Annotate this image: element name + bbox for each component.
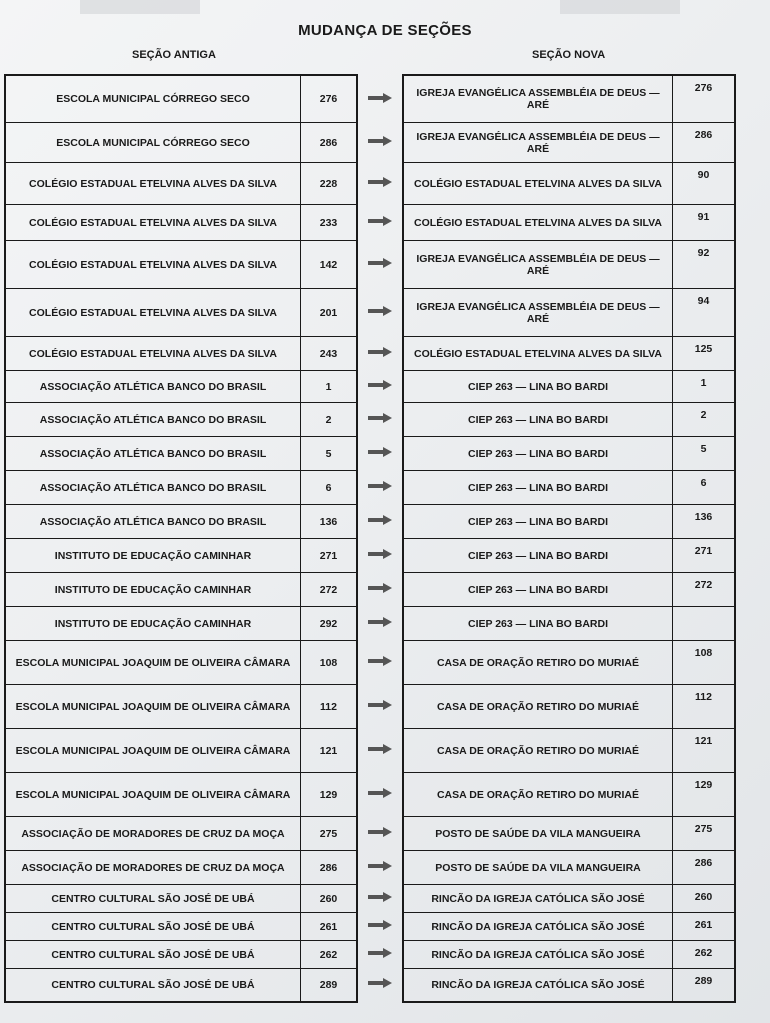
new-section-name: RINCÃO DA IGREJA CATÓLICA SÃO JOSÉ (431, 892, 645, 905)
new-section-number: 1 (672, 371, 734, 402)
arrow-right-icon (364, 335, 396, 369)
new-section-number: 90 (672, 163, 734, 204)
new-table-row (404, 851, 734, 885)
new-section-number: 262 (672, 941, 734, 968)
old-section-name: INSTITUTO DE EDUCAÇÃO CAMINHAR (54, 549, 252, 562)
new-section-name: RINCÃO DA IGREJA CATÓLICA SÃO JOSÉ (431, 948, 645, 961)
old-section-name: ESCOLA MUNICIPAL JOAQUIM DE OLIVEIRA CÂMARA (15, 656, 291, 669)
new-section-number: 260 (672, 885, 734, 912)
page-title: MUDANÇA DE SEÇÕES (298, 22, 472, 39)
new-section-name: COLÉGIO ESTADUAL ETELVINA ALVES DA SILVA (414, 177, 662, 190)
new-table-row (404, 205, 734, 241)
new-section-number: 289 (672, 969, 734, 1001)
old-table-row (6, 471, 356, 505)
new-sections-table (402, 74, 736, 1003)
new-section-number: 91 (672, 205, 734, 240)
new-section-name: COLÉGIO ESTADUAL ETELVINA ALVES DA SILVA (414, 216, 662, 229)
old-table-row (6, 163, 356, 205)
arrow-right-icon (364, 815, 396, 849)
old-table-row (6, 969, 356, 1001)
old-section-name: ASSOCIAÇÃO ATLÉTICA BANCO DO BRASIL (39, 515, 267, 528)
new-table-row (404, 885, 734, 913)
old-section-number: 292 (300, 607, 356, 640)
old-table-row (6, 205, 356, 241)
old-section-name: COLÉGIO ESTADUAL ETELVINA ALVES DA SILVA (29, 216, 277, 229)
new-section-number: 286 (672, 851, 734, 884)
new-table-row (404, 437, 734, 471)
old-section-name: ESCOLA MUNICIPAL CÓRREGO SECO (56, 136, 250, 149)
arrow-right-icon (364, 771, 396, 815)
arrow-right-icon (364, 939, 396, 967)
new-table-row (404, 123, 734, 163)
old-table-row (6, 403, 356, 437)
tape-strip (560, 0, 680, 14)
arrow-right-icon (364, 683, 396, 727)
arrow-right-icon (364, 121, 396, 161)
old-table-row (6, 337, 356, 371)
new-table-row (404, 539, 734, 573)
arrow-right-icon (364, 161, 396, 203)
old-table-row (6, 123, 356, 163)
old-section-name: ESCOLA MUNICIPAL JOAQUIM DE OLIVEIRA CÂMARA (15, 788, 291, 801)
new-table-row (404, 337, 734, 371)
old-section-number: 142 (300, 241, 356, 288)
new-table-row (404, 289, 734, 337)
old-section-number: 6 (300, 471, 356, 504)
new-section-number: 272 (672, 573, 734, 606)
arrow-right-icon (364, 435, 396, 469)
arrow-right-icon (364, 571, 396, 605)
new-section-number: 108 (672, 641, 734, 684)
new-section-name: RINCÃO DA IGREJA CATÓLICA SÃO JOSÉ (431, 920, 645, 933)
old-section-number: 1 (300, 371, 356, 402)
new-section-number: 2 (672, 403, 734, 436)
new-section-name: CASA DE ORAÇÃO RETIRO DO MURIAÉ (436, 788, 640, 801)
old-section-number: 262 (300, 941, 356, 968)
new-table-row (404, 607, 734, 641)
new-section-name: CIEP 263 — LINA BO BARDI (467, 583, 609, 596)
new-table-row (404, 773, 734, 817)
new-table-row (404, 969, 734, 1001)
old-section-name: COLÉGIO ESTADUAL ETELVINA ALVES DA SILVA (29, 306, 277, 319)
new-section-name: POSTO DE SAÚDE DA VILA MANGUEIRA (435, 861, 641, 874)
old-section-number: 243 (300, 337, 356, 370)
tape-strip (80, 0, 200, 14)
new-section-name: IGREJA EVANGÉLICA ASSEMBLÉIA DE DEUS — ARÉ (416, 87, 660, 111)
arrow-right-icon (364, 239, 396, 287)
old-section-number: 2 (300, 403, 356, 436)
new-section-name: CIEP 263 — LINA BO BARDI (467, 515, 609, 528)
old-section-number: 289 (300, 969, 356, 1001)
old-table-row (6, 913, 356, 941)
old-section-name: COLÉGIO ESTADUAL ETELVINA ALVES DA SILVA (29, 347, 277, 360)
new-section-number: 129 (672, 773, 734, 816)
old-table-row (6, 885, 356, 913)
new-section-name: CIEP 263 — LINA BO BARDI (467, 447, 609, 460)
new-section-name: CIEP 263 — LINA BO BARDI (467, 617, 609, 630)
arrow-right-icon (364, 537, 396, 571)
old-section-name: INSTITUTO DE EDUCAÇÃO CAMINHAR (54, 583, 252, 596)
new-section-number: 121 (672, 729, 734, 772)
new-section-number (672, 607, 734, 640)
old-table-row (6, 241, 356, 289)
new-section-name: CIEP 263 — LINA BO BARDI (467, 413, 609, 426)
old-table-row (6, 851, 356, 885)
new-section-name: CASA DE ORAÇÃO RETIRO DO MURIAÉ (436, 700, 640, 713)
old-section-name: INSTITUTO DE EDUCAÇÃO CAMINHAR (54, 617, 252, 630)
arrow-right-icon (364, 503, 396, 537)
new-section-number: 94 (672, 289, 734, 336)
new-table-row (404, 371, 734, 403)
arrow-right-icon (364, 849, 396, 883)
new-section-number: 271 (672, 539, 734, 572)
arrow-right-icon (364, 605, 396, 639)
new-section-number: 125 (672, 337, 734, 370)
new-section-name: IGREJA EVANGÉLICA ASSEMBLÉIA DE DEUS — ARÉ (416, 300, 660, 325)
new-table-row (404, 729, 734, 773)
old-section-number: 272 (300, 573, 356, 606)
new-section-number: 5 (672, 437, 734, 470)
new-table-row (404, 505, 734, 539)
new-table-row (404, 573, 734, 607)
old-section-number: 112 (300, 685, 356, 728)
new-table-row (404, 913, 734, 941)
old-table-row (6, 941, 356, 969)
old-table-row (6, 289, 356, 337)
old-section-number: 108 (300, 641, 356, 684)
new-table-row (404, 163, 734, 205)
arrow-right-icon (364, 883, 396, 911)
old-section-name: ESCOLA MUNICIPAL CÓRREGO SECO (56, 93, 250, 105)
old-section-name: COLÉGIO ESTADUAL ETELVINA ALVES DA SILVA (29, 177, 277, 190)
arrow-right-icon (364, 369, 396, 401)
old-section-name: ASSOCIAÇÃO DE MORADORES DE CRUZ DA MOÇA (21, 861, 285, 874)
old-section-number: 261 (300, 913, 356, 940)
new-table-row (404, 685, 734, 729)
old-section-number: 260 (300, 885, 356, 912)
new-section-name: CIEP 263 — LINA BO BARDI (467, 481, 609, 494)
arrow-right-icon (364, 287, 396, 335)
old-section-name: ESCOLA MUNICIPAL JOAQUIM DE OLIVEIRA CÂMARA (15, 744, 291, 757)
old-section-name: ASSOCIAÇÃO ATLÉTICA BANCO DO BRASIL (39, 481, 267, 494)
old-section-number: 129 (300, 773, 356, 816)
old-section-number: 275 (300, 817, 356, 850)
old-table-row (6, 573, 356, 607)
new-section-number: 136 (672, 505, 734, 538)
new-section-number: 276 (672, 76, 734, 122)
old-section-name: CENTRO CULTURAL SÃO JOSÉ DE UBÁ (51, 920, 255, 933)
new-section-number: 261 (672, 913, 734, 940)
new-section-name: IGREJA EVANGÉLICA ASSEMBLÉIA DE DEUS — ARÉ (416, 130, 660, 155)
new-section-header: SEÇÃO NOVA (532, 49, 606, 61)
old-table-row (6, 729, 356, 773)
new-section-name: IGREJA EVANGÉLICA ASSEMBLÉIA DE DEUS — ARÉ (416, 252, 660, 277)
new-section-name: RINCÃO DA IGREJA CATÓLICA SÃO JOSÉ (431, 979, 645, 991)
new-section-number: 112 (672, 685, 734, 728)
old-sections-table (4, 74, 358, 1003)
arrow-right-icon (364, 401, 396, 435)
old-section-number: 121 (300, 729, 356, 772)
old-section-name: ASSOCIAÇÃO ATLÉTICA BANCO DO BRASIL (39, 380, 267, 393)
old-section-name: ASSOCIAÇÃO ATLÉTICA BANCO DO BRASIL (39, 413, 267, 426)
old-section-name: CENTRO CULTURAL SÃO JOSÉ DE UBÁ (51, 979, 255, 991)
new-table-row (404, 76, 734, 123)
old-section-name: COLÉGIO ESTADUAL ETELVINA ALVES DA SILVA (29, 258, 277, 271)
old-section-number: 201 (300, 289, 356, 336)
new-section-number: 92 (672, 241, 734, 288)
old-table-row (6, 437, 356, 471)
old-table-row (6, 685, 356, 729)
arrow-right-icon (364, 967, 396, 999)
arrow-right-icon (364, 74, 396, 121)
old-section-number: 228 (300, 163, 356, 204)
new-table-row (404, 471, 734, 505)
arrow-right-icon (364, 727, 396, 771)
new-section-number: 6 (672, 471, 734, 504)
new-section-name: COLÉGIO ESTADUAL ETELVINA ALVES DA SILVA (414, 347, 662, 360)
old-table-row (6, 539, 356, 573)
old-table-row (6, 817, 356, 851)
old-section-number: 233 (300, 205, 356, 240)
old-section-number: 271 (300, 539, 356, 572)
new-section-name: CASA DE ORAÇÃO RETIRO DO MURIAÉ (436, 656, 640, 669)
old-section-number: 5 (300, 437, 356, 470)
new-table-row (404, 941, 734, 969)
new-section-number: 286 (672, 123, 734, 162)
old-table-row (6, 76, 356, 123)
old-section-number: 286 (300, 851, 356, 884)
old-section-name: ESCOLA MUNICIPAL JOAQUIM DE OLIVEIRA CÂMARA (15, 700, 291, 713)
arrow-right-icon (364, 203, 396, 239)
old-section-name: ASSOCIAÇÃO ATLÉTICA BANCO DO BRASIL (39, 447, 267, 460)
new-table-row (404, 241, 734, 289)
new-section-name: CIEP 263 — LINA BO BARDI (467, 549, 609, 562)
old-section-number: 286 (300, 123, 356, 162)
arrow-right-icon (364, 469, 396, 503)
new-table-row (404, 403, 734, 437)
new-section-number: 275 (672, 817, 734, 850)
old-table-row (6, 505, 356, 539)
old-section-number: 136 (300, 505, 356, 538)
old-table-row (6, 773, 356, 817)
old-section-name: CENTRO CULTURAL SÃO JOSÉ DE UBÁ (51, 948, 255, 961)
arrow-right-icon (364, 911, 396, 939)
arrow-right-icon (364, 639, 396, 683)
old-table-row (6, 371, 356, 403)
new-section-name: CIEP 263 — LINA BO BARDI (467, 380, 609, 393)
new-section-name: POSTO DE SAÚDE DA VILA MANGUEIRA (435, 827, 641, 840)
arrow-column (364, 74, 396, 999)
new-table-row (404, 817, 734, 851)
old-section-header: SEÇÃO ANTIGA (132, 49, 216, 61)
old-table-row (6, 607, 356, 641)
old-section-name: CENTRO CULTURAL SÃO JOSÉ DE UBÁ (51, 892, 255, 905)
old-table-row (6, 641, 356, 685)
new-section-name: CASA DE ORAÇÃO RETIRO DO MURIAÉ (436, 744, 640, 757)
new-table-row (404, 641, 734, 685)
old-section-name: ASSOCIAÇÃO DE MORADORES DE CRUZ DA MOÇA (21, 827, 285, 840)
old-section-number: 276 (300, 76, 356, 122)
